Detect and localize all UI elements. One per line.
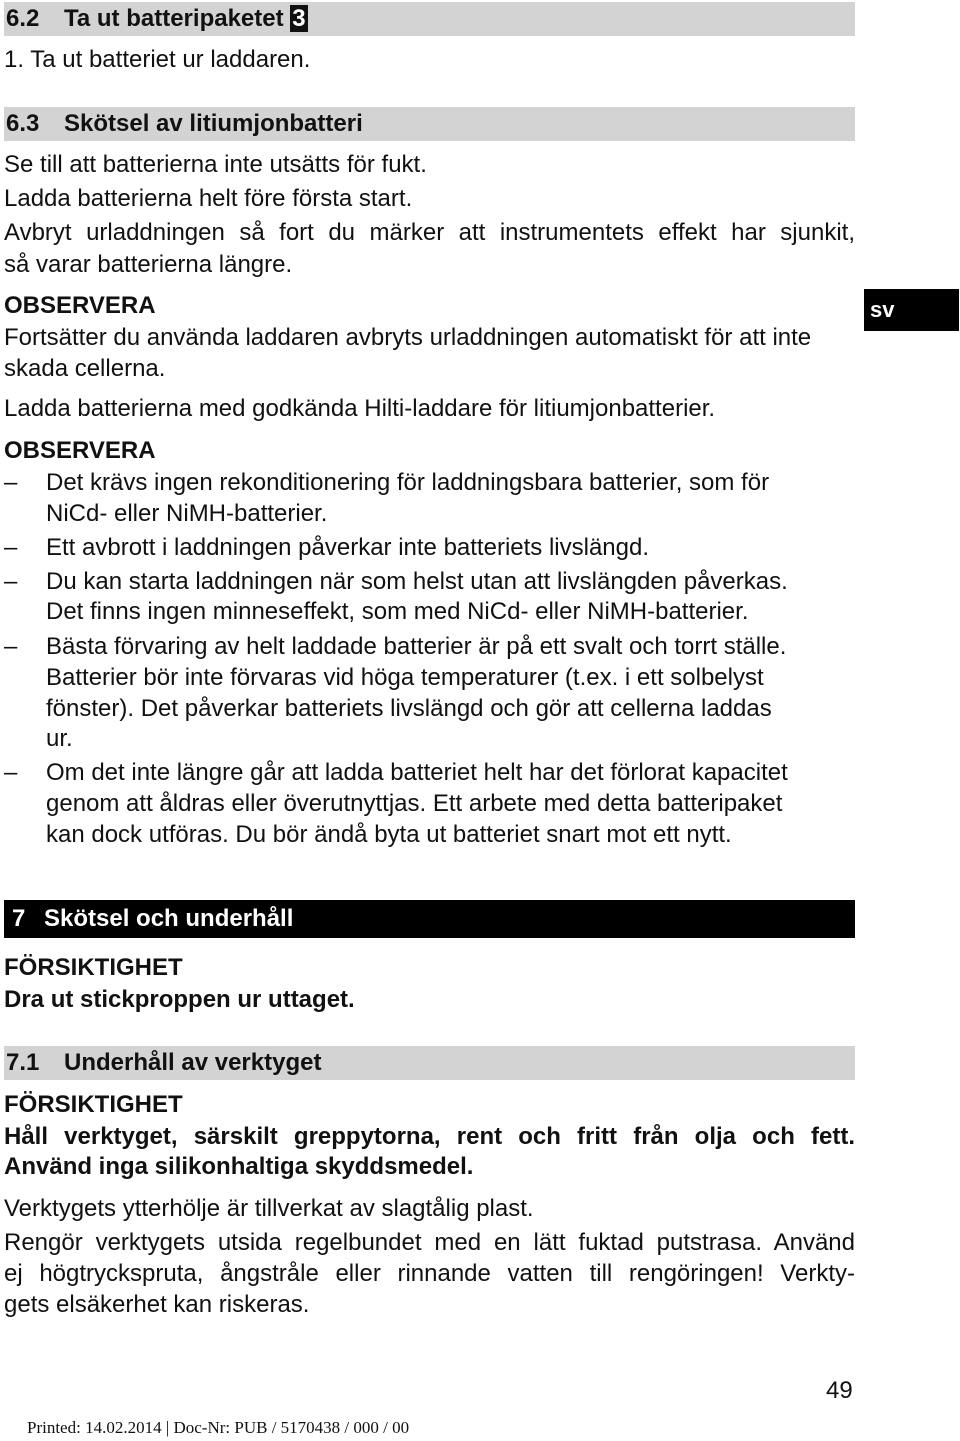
paragraph: Se till att batterierna inte utsätts för fukt. [4,151,427,178]
caution-heading: FÖRSIKTIGHET [4,954,183,981]
section-number: 7.1 [6,1049,40,1076]
paragraph: Ladda batterierna med godkända Hilti-laddare för litiumjonbatterier. [4,395,716,422]
chapter-heading-7 [4,900,855,938]
print-footer: Printed: 14.02.2014 | Doc-Nr: PUB / 5170438 / 000 / 00 [27,1418,410,1437]
bullet-dash: – [4,534,18,561]
chapter-number: 7 [12,905,26,932]
bullet-text: ur. [46,725,73,752]
section-number: 6.2 [6,5,40,32]
caution-text: Dra ut stickproppen ur uttaget. [4,986,355,1013]
language-tab: sv [864,289,959,331]
paragraph: Verktygets ytterhölje är tillverkat av slagtålig plast. [4,1195,534,1222]
page-number: 49 [826,1377,853,1404]
chapter-title: Skötsel och underhåll [44,905,294,932]
bullet-dash: – [4,568,18,595]
bullet-text: NiCd- eller NiMH-batterier. [46,500,328,527]
step-1: 1. Ta ut batteriet ur laddaren. [4,46,311,73]
paragraph: Avbryt urladdningen så fort du märker att instrumentets effekt har sjunkit, [4,219,855,246]
bullet-text: genom att åldras eller överutnyttjas. Ett arbete med detta batteripaket [46,790,783,817]
bullet-dash: – [4,469,18,496]
notice-heading: OBSERVERA [4,437,156,464]
bullet-text: Du kan starta laddningen när som helst utan att livslängden påverkas. [46,568,788,595]
notice-heading: OBSERVERA [4,292,156,319]
paragraph: ej högtryckspruta, ångstråle eller rinnande vatten till rengöringen! Verkty- [4,1260,855,1287]
bullet-text: fönster). Det påverkar batteriets livslängd och gör att cellerna laddas [46,695,772,722]
bullet-text: Om det inte längre går att ladda batteriet helt har det förlorat kapacitet [46,759,788,786]
caution-heading: FÖRSIKTIGHET [4,1091,183,1118]
section-heading-6-3 [4,107,855,141]
paragraph: gets elsäkerhet kan riskeras. [4,1291,310,1318]
paragraph: så varar batterierna längre. [4,251,293,278]
section-number: 6.3 [6,110,40,137]
section-title: Ta ut batteripaketet [64,5,284,32]
figure-reference: 3 [292,5,306,32]
bullet-text: Ett avbrott i laddningen påverkar inte batteriets livslängd. [46,534,650,561]
bullet-text: Bästa förvaring av helt laddade batterier är på ett svalt och torrt ställe. [46,633,787,660]
caution-text: Använd inga silikonhaltiga skyddsmedel. [4,1153,474,1180]
paragraph: Ladda batterierna helt före första start. [4,185,413,212]
bullet-text: kan dock utföras. Du bör ändå byta ut batteriet snart mot ett nytt. [46,821,732,848]
notice-text: skada cellerna. [4,355,166,382]
paragraph: Rengör verktygets utsida regelbundet med en lätt fuktad putstrasa. Använd [4,1229,855,1256]
notice-text: Fortsätter du använda laddaren avbryts urladdningen automatiskt för att inte [4,324,812,351]
bullet-text: Batterier bör inte förvaras vid höga temperaturer (t.ex. i ett solbelyst [46,664,764,691]
section-heading-7-1 [4,1046,855,1080]
section-heading-6-2 [4,2,855,36]
bullet-text: Det krävs ingen rekonditionering för laddningsbara batterier, som för [46,469,770,496]
section-title: Underhåll av verktyget [64,1049,322,1076]
bullet-text: Det finns ingen minneseffekt, som med NiCd- eller NiMH-batterier. [46,598,749,625]
caution-text: Håll verktyget, särskilt greppytorna, rent och fritt från olja och fett. [4,1123,855,1150]
section-title: Skötsel av litiumjonbatteri [64,110,363,137]
bullet-dash: – [4,633,18,660]
bullet-dash: – [4,759,18,786]
